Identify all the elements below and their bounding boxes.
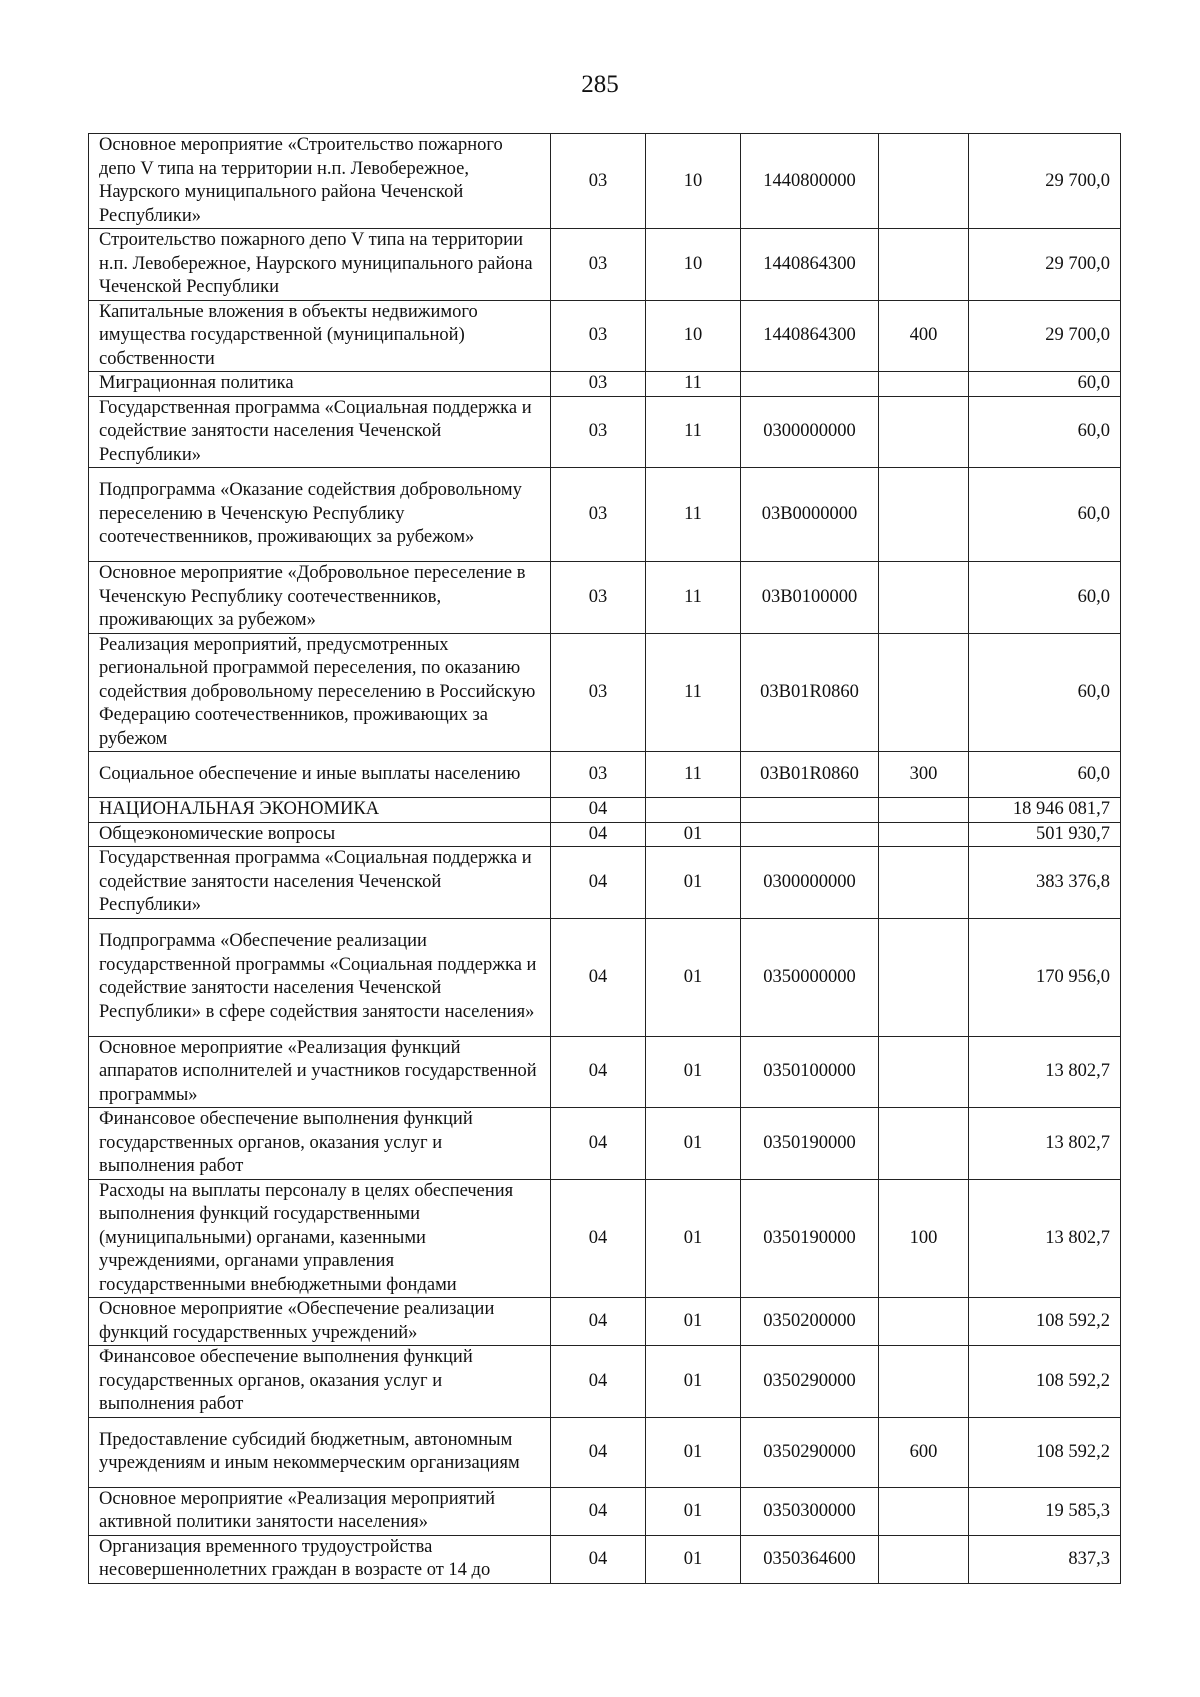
item-name: Расходы на выплаты персоналу в целях обеспечения выполнения функций государственными (муниципальными) органами, казенными учреждениями, органами управления государственными внебюджетными фондами xyxy=(89,1179,551,1298)
subsection-code: 11 xyxy=(646,752,741,798)
expense-type-code xyxy=(879,1036,969,1108)
section-code: 03 xyxy=(551,468,646,562)
expense-type-code xyxy=(879,134,969,229)
subsection-code: 11 xyxy=(646,562,741,634)
target-article-code: 0350364600 xyxy=(741,1535,879,1583)
subsection-code: 11 xyxy=(646,372,741,397)
section-code: 04 xyxy=(551,1487,646,1535)
section-code: 04 xyxy=(551,918,646,1036)
item-name: Основное мероприятие «Добровольное переселение в Чеченскую Республику соотечественников, проживающих за рубежом» xyxy=(89,562,551,634)
subsection-code: 10 xyxy=(646,300,741,372)
subsection-code xyxy=(646,798,741,823)
subsection-code: 10 xyxy=(646,134,741,229)
subsection-code: 01 xyxy=(646,1487,741,1535)
section-code: 04 xyxy=(551,1179,646,1298)
target-article-code: 03В0000000 xyxy=(741,468,879,562)
expense-type-code xyxy=(879,1298,969,1346)
budget-table-body xyxy=(89,134,1121,1584)
section-code: 04 xyxy=(551,1417,646,1487)
expense-type-code xyxy=(879,1487,969,1535)
table-row xyxy=(89,1108,1121,1180)
subsection-code: 01 xyxy=(646,1036,741,1108)
expense-type-code xyxy=(879,562,969,634)
target-article-code: 0350200000 xyxy=(741,1298,879,1346)
subsection-code: 11 xyxy=(646,633,741,752)
table-row xyxy=(89,229,1121,301)
expense-type-code xyxy=(879,1535,969,1583)
target-article-code: 0350290000 xyxy=(741,1346,879,1418)
target-article-code: 1440800000 xyxy=(741,134,879,229)
amount: 108 592,2 xyxy=(969,1298,1121,1346)
expense-type-code xyxy=(879,1346,969,1418)
item-name: Общеэкономические вопросы xyxy=(89,822,551,847)
amount: 29 700,0 xyxy=(969,229,1121,301)
amount: 29 700,0 xyxy=(969,134,1121,229)
amount: 29 700,0 xyxy=(969,300,1121,372)
target-article-code: 03В01R0860 xyxy=(741,752,879,798)
table-row xyxy=(89,134,1121,229)
section-code: 03 xyxy=(551,229,646,301)
target-article-code: 03В0100000 xyxy=(741,562,879,634)
item-name: Подпрограмма «Обеспечение реализации государственной программы «Социальная поддержка и содействие занятости населения Чеченской Республики» в сфере содействия занятости населения» xyxy=(89,918,551,1036)
section-code: 03 xyxy=(551,134,646,229)
item-name: Организация временного трудоустройства несовершеннолетних граждан в возрасте от 14 до xyxy=(89,1535,551,1583)
expense-type-code xyxy=(879,229,969,301)
subsection-code: 01 xyxy=(646,1346,741,1418)
amount: 19 585,3 xyxy=(969,1487,1121,1535)
table-row xyxy=(89,752,1121,798)
section-code: 03 xyxy=(551,562,646,634)
expense-type-code xyxy=(879,822,969,847)
table-row xyxy=(89,1346,1121,1418)
target-article-code xyxy=(741,798,879,823)
item-name: Строительство пожарного депо V типа на территории н.п. Левобережное, Наурского муниципального района Чеченской Республики xyxy=(89,229,551,301)
target-article-code: 1440864300 xyxy=(741,300,879,372)
section-code: 04 xyxy=(551,1108,646,1180)
item-name: Реализация мероприятий, предусмотренных региональной программой переселения, по оказанию содействия добровольному переселению в Российскую Федерацию соотечественников, проживающих за рубежом xyxy=(89,633,551,752)
amount: 60,0 xyxy=(969,633,1121,752)
table-row xyxy=(89,918,1121,1036)
table-row xyxy=(89,396,1121,468)
amount: 13 802,7 xyxy=(969,1179,1121,1298)
subsection-code: 01 xyxy=(646,1179,741,1298)
section-code: 04 xyxy=(551,798,646,823)
item-name: Государственная программа «Социальная поддержка и содействие занятости населения Чеченской Республики» xyxy=(89,847,551,919)
target-article-code: 0350190000 xyxy=(741,1179,879,1298)
amount: 18 946 081,7 xyxy=(969,798,1121,823)
target-article-code: 0350190000 xyxy=(741,1108,879,1180)
target-article-code: 0350290000 xyxy=(741,1417,879,1487)
target-article-code xyxy=(741,822,879,847)
subsection-code: 01 xyxy=(646,847,741,919)
item-name: НАЦИОНАЛЬНАЯ ЭКОНОМИКА xyxy=(89,798,551,823)
item-name: Основное мероприятие «Строительство пожарного депо V типа на территории н.п. Левобережное, Наурского муниципального района Чеченской Республики» xyxy=(89,134,551,229)
page-number: 285 xyxy=(581,71,619,98)
table-row xyxy=(89,822,1121,847)
item-name: Миграционная политика xyxy=(89,372,551,397)
item-name: Государственная программа «Социальная поддержка и содействие занятости населения Чеченской Республики» xyxy=(89,396,551,468)
target-article-code: 1440864300 xyxy=(741,229,879,301)
target-article-code xyxy=(741,372,879,397)
section-code: 03 xyxy=(551,372,646,397)
item-name: Финансовое обеспечение выполнения функций государственных органов, оказания услуг и выполнения работ xyxy=(89,1346,551,1418)
budget-table xyxy=(88,133,1121,1584)
amount: 60,0 xyxy=(969,468,1121,562)
section-code: 04 xyxy=(551,1036,646,1108)
expense-type-code xyxy=(879,633,969,752)
item-name: Основное мероприятие «Реализация мероприятий активной политики занятости населения» xyxy=(89,1487,551,1535)
amount: 13 802,7 xyxy=(969,1036,1121,1108)
subsection-code: 01 xyxy=(646,822,741,847)
expense-type-code: 100 xyxy=(879,1179,969,1298)
section-code: 04 xyxy=(551,1298,646,1346)
section-code: 04 xyxy=(551,847,646,919)
expense-type-code: 600 xyxy=(879,1417,969,1487)
item-name: Основное мероприятие «Обеспечение реализации функций государственных учреждений» xyxy=(89,1298,551,1346)
table-row xyxy=(89,633,1121,752)
amount: 837,3 xyxy=(969,1535,1121,1583)
section-code: 03 xyxy=(551,633,646,752)
subsection-code: 01 xyxy=(646,1108,741,1180)
subsection-code: 01 xyxy=(646,1535,741,1583)
expense-type-code xyxy=(879,396,969,468)
expense-type-code xyxy=(879,918,969,1036)
amount: 60,0 xyxy=(969,396,1121,468)
subsection-code: 01 xyxy=(646,1298,741,1346)
amount: 60,0 xyxy=(969,372,1121,397)
subsection-code: 11 xyxy=(646,396,741,468)
target-article-code: 0300000000 xyxy=(741,847,879,919)
subsection-code: 01 xyxy=(646,918,741,1036)
subsection-code: 10 xyxy=(646,229,741,301)
expense-type-code xyxy=(879,1108,969,1180)
subsection-code: 11 xyxy=(646,468,741,562)
section-code: 03 xyxy=(551,396,646,468)
table-row xyxy=(89,1535,1121,1583)
target-article-code: 0350300000 xyxy=(741,1487,879,1535)
section-code: 04 xyxy=(551,822,646,847)
expense-type-code: 400 xyxy=(879,300,969,372)
target-article-code: 0300000000 xyxy=(741,396,879,468)
expense-type-code: 300 xyxy=(879,752,969,798)
item-name: Финансовое обеспечение выполнения функций государственных органов, оказания услуг и выполнения работ xyxy=(89,1108,551,1180)
expense-type-code xyxy=(879,847,969,919)
expense-type-code xyxy=(879,798,969,823)
item-name: Основное мероприятие «Реализация функций аппаратов исполнителей и участников государственной программы» xyxy=(89,1036,551,1108)
item-name: Предоставление субсидий бюджетным, автономным учреждениям и иным некоммерческим организациям xyxy=(89,1417,551,1487)
amount: 13 802,7 xyxy=(969,1108,1121,1180)
amount: 60,0 xyxy=(969,562,1121,634)
table-row xyxy=(89,798,1121,823)
amount: 60,0 xyxy=(969,752,1121,798)
table-row xyxy=(89,1298,1121,1346)
table-row xyxy=(89,300,1121,372)
target-article-code: 0350100000 xyxy=(741,1036,879,1108)
table-row xyxy=(89,468,1121,562)
subsection-code: 01 xyxy=(646,1417,741,1487)
table-row xyxy=(89,562,1121,634)
table-row xyxy=(89,847,1121,919)
amount: 170 956,0 xyxy=(969,918,1121,1036)
target-article-code: 0350000000 xyxy=(741,918,879,1036)
section-code: 03 xyxy=(551,752,646,798)
section-code: 03 xyxy=(551,300,646,372)
amount: 383 376,8 xyxy=(969,847,1121,919)
table-row xyxy=(89,1487,1121,1535)
item-name: Капитальные вложения в объекты недвижимого имущества государственной (муниципальной) собственности xyxy=(89,300,551,372)
amount: 501 930,7 xyxy=(969,822,1121,847)
table-row xyxy=(89,372,1121,397)
amount: 108 592,2 xyxy=(969,1346,1121,1418)
expense-type-code xyxy=(879,372,969,397)
table-row xyxy=(89,1179,1121,1298)
target-article-code: 03В01R0860 xyxy=(741,633,879,752)
item-name: Подпрограмма «Оказание содействия добровольному переселению в Чеченскую Республику соотечественников, проживающих за рубежом» xyxy=(89,468,551,562)
section-code: 04 xyxy=(551,1346,646,1418)
amount: 108 592,2 xyxy=(969,1417,1121,1487)
table-row xyxy=(89,1036,1121,1108)
section-code: 04 xyxy=(551,1535,646,1583)
item-name: Социальное обеспечение и иные выплаты населению xyxy=(89,752,551,798)
expense-type-code xyxy=(879,468,969,562)
table-row xyxy=(89,1417,1121,1487)
